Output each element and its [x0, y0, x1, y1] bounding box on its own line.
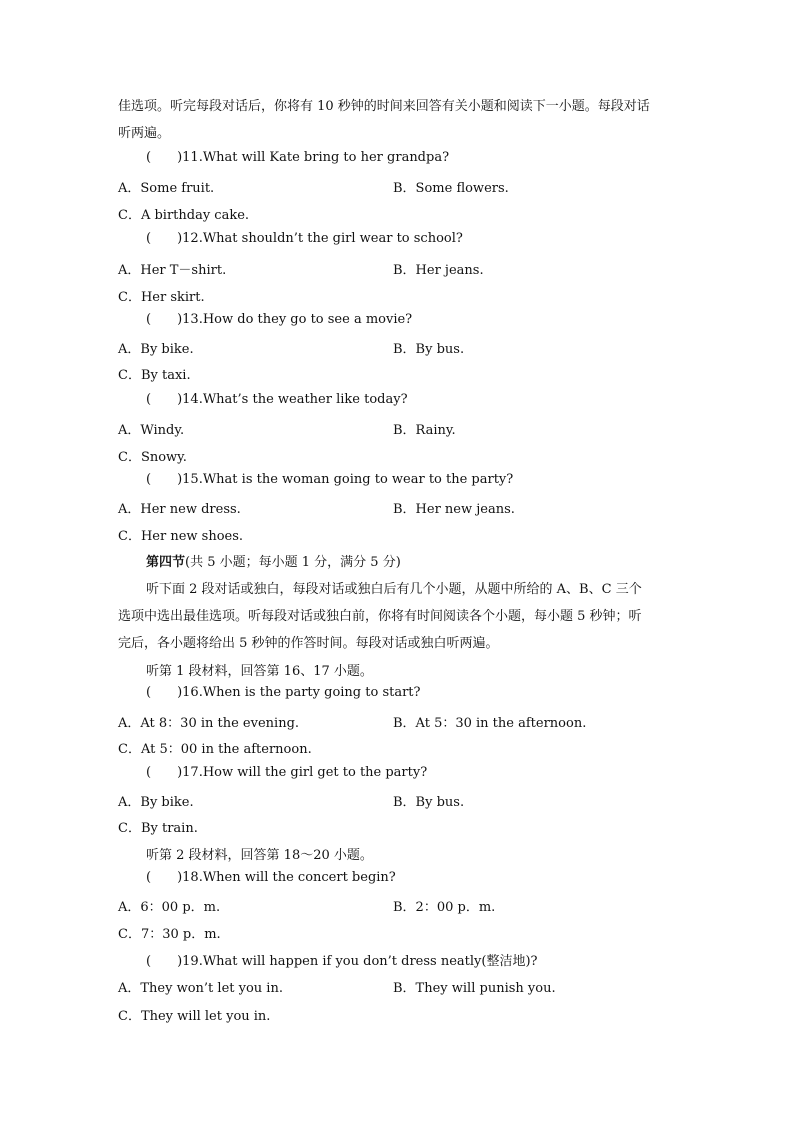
option-a: A．Her T－shirt.	[118, 263, 227, 278]
option-a: A．6：00 p．m.	[118, 900, 221, 915]
option-a: A．At 8：30 in the evening.	[118, 716, 300, 731]
option-b: B．Her jeans.	[393, 263, 484, 278]
option-b: B．By bus.	[393, 342, 465, 357]
section-4-para-2: 选项中选出最佳选项。听每段对话或独白前，你将有时间阅读各个小题，每小题 5 秒钟；听	[118, 609, 642, 624]
option-c: C．By taxi.	[118, 368, 191, 383]
question-17: ( )17.How will the girl get to the party?	[146, 765, 428, 780]
option-c: C．They will let you in.	[118, 1009, 271, 1024]
question-11: ( )11.What will Kate bring to her grandpa?	[146, 150, 450, 165]
section-4-heading: 第四节(共 5 小题；每小题 1 分，满分 5 分)	[146, 555, 401, 570]
material-1-instruction: 听第 1 段材料，回答第 16、17 小题。	[146, 664, 373, 679]
section-4-para-3: 完后，各小题将给出 5 秒钟的作答时间。每段对话或独白听两遍。	[118, 636, 499, 651]
question-19: ( )19.What will happen if you don’t dress neatly(整洁地)?	[146, 954, 538, 969]
question-14: ( )14.What’s the weather like today?	[146, 392, 408, 407]
material-2-instruction: 听第 2 段材料，回答第 18～20 小题。	[146, 848, 373, 863]
question-12: ( )12.What shouldn’t the girl wear to school?	[146, 231, 463, 246]
option-a: A．By bike.	[118, 795, 194, 810]
option-a: A．Windy.	[118, 423, 185, 438]
option-c: C．A birthday cake.	[118, 208, 250, 223]
question-13: ( )13.How do they go to see a movie?	[146, 312, 413, 327]
option-c: C．By train.	[118, 821, 198, 836]
option-b: B．By bus.	[393, 795, 465, 810]
option-c: C．Her new shoes.	[118, 529, 244, 544]
option-a: A．They won’t let you in.	[118, 981, 283, 996]
section-4-para-1: 听下面 2 段对话或独白，每段对话或独白后有几个小题，从题中所给的 A、B、C 三个	[146, 582, 642, 597]
option-b: B．They will punish you.	[393, 981, 556, 996]
intro-line-1: 佳选项。听完每段对话后，你将有 10 秒钟的时间来回答有关小题和阅读下一小题。每段对话	[118, 99, 650, 114]
intro-line-2: 听两遍。	[118, 126, 171, 141]
option-b: B．At 5：30 in the afternoon.	[393, 716, 587, 731]
option-b: B．Her new jeans.	[393, 502, 515, 517]
option-a: A．By bike.	[118, 342, 194, 357]
option-c: C．Snowy.	[118, 450, 187, 465]
option-a: A．Her new dress.	[118, 502, 241, 517]
question-18: ( )18.When will the concert begin?	[146, 870, 396, 885]
option-c: C．Her skirt.	[118, 290, 205, 305]
option-b: B．2：00 p．m.	[393, 900, 496, 915]
option-b: B．Rainy.	[393, 423, 456, 438]
option-b: B．Some flowers.	[393, 181, 509, 196]
question-16: ( )16.When is the party going to start?	[146, 685, 421, 700]
option-a: A．Some fruit.	[118, 181, 215, 196]
option-c: C．At 5：00 in the afternoon.	[118, 742, 312, 757]
option-c: C．7：30 p．m.	[118, 927, 221, 942]
question-15: ( )15.What is the woman going to wear to the party?	[146, 472, 514, 487]
